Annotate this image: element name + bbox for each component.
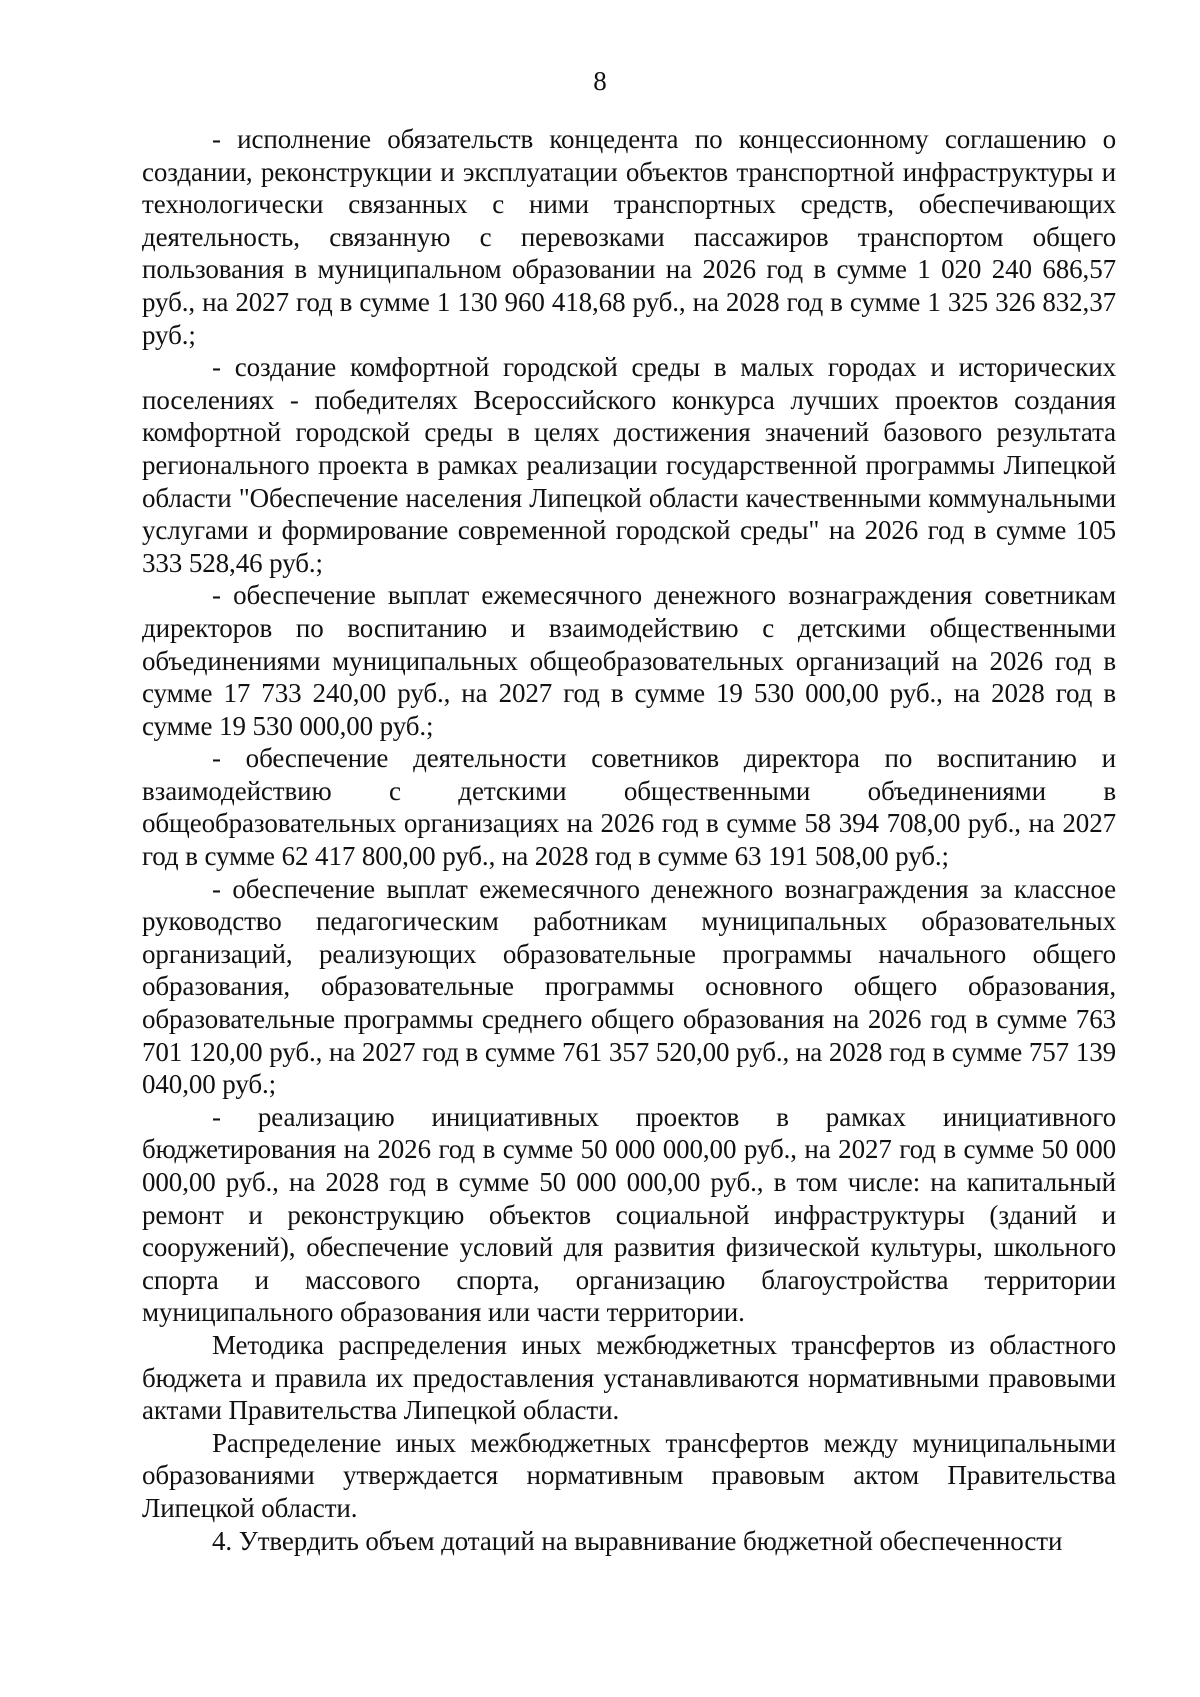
paragraph-methodology: Методика распределения иных межбюджетных трансфертов из областного бюджета и правила их предоставления устанавливаются нормативными правовыми актами Правительства Липецкой области. <box>142 1329 1116 1426</box>
paragraph-concession: - исполнение обязательств концедента по концессионному соглашению о создании, реконструкции и эксплуатации объектов транспортной инфраструктуры и технологически связанных с ними транспортных средств, обеспечивающих деятельность, связанную с перевозками пассажиров транспортом общего пользования в муниципальном образовании на 2026 год в сумме 1 020 240 686,57 руб., на 2027 год в сумме 1 130 960 418,68 руб., на 2028 год в сумме 1 325 326 832,37 руб.; <box>142 124 1116 350</box>
paragraph-initiative-projects: - реализацию инициативных проектов в рамках инициативного бюджетирования на 2026 год в сумме 50 000 000,00 руб., на 2027 год в сумме 50 000 000,00 руб., на 2028 год в сумме 50 000 000,00 руб., в том числе: на капитальный ремонт и реконструкцию объектов социальной инфраструктуры (зданий и сооружений), обеспечение условий для развития физической культуры, школьного спорта и массового спорта, организацию благоустройства территории муниципального образования или части территории. <box>142 1101 1116 1328</box>
document-body <box>142 123 1116 1557</box>
paragraph-urban-environment: - создание комфортной городской среды в малых городах и исторических поселениях - победителях Всероссийского конкурса лучших проектов создания комфортной городской среды в целях достижения значений базового результата регионального проекта в рамках реализации государственной программы Липецкой области "Обеспечение населения Липецкой области качественными коммунальными услугами и формирование современной городской среды" на 2026 год в сумме 105 333 528,46 руб.; <box>142 352 1116 578</box>
page-number: 8 <box>593 66 607 96</box>
paragraph-distribution: Распределение иных межбюджетных трансфертов между муниципальными образованиями утверждается нормативным правовым актом Правительства Липецкой области. <box>142 1427 1116 1523</box>
paragraph-class-management: - обеспечение выплат ежемесячного денежного вознаграждения за классное руководство педагогическим работникам муниципальных образовательных организаций, реализующих образовательные программы начального общего образования, образовательные программы основного общего образования, образовательные программы среднего общего образования на 2026 год в сумме 763 701 120,00 руб., на 2027 год в сумме 761 357 520,00 руб., на 2028 год в сумме 757 139 040,00 руб.; <box>142 873 1116 1100</box>
paragraph-advisers-activity: - обеспечение деятельности советников директора по воспитанию и взаимодействию с детскими общественными объединениями в общеобразовательных организациях на 2026 год в сумме 58 394 708,00 руб., на 2027 год в сумме 62 417 800,00 руб., на 2028 год в сумме 63 191 508,00 руб.; <box>142 743 1116 872</box>
paragraph-advisers-payments: - обеспечение выплат ежемесячного денежного вознаграждения советникам директоров по воспитанию и взаимодействию с детскими общественными объединениями муниципальных общеобразовательных организаций на 2026 год в сумме 17 733 240,00 руб., на 2027 год в сумме 19 530 000,00 руб., на 2028 год в сумме 19 530 000,00 руб.; <box>142 580 1116 741</box>
paragraph-item-4: 4. Утвердить объем дотаций на выравнивание бюджетной обеспеченности <box>212 1525 1063 1556</box>
